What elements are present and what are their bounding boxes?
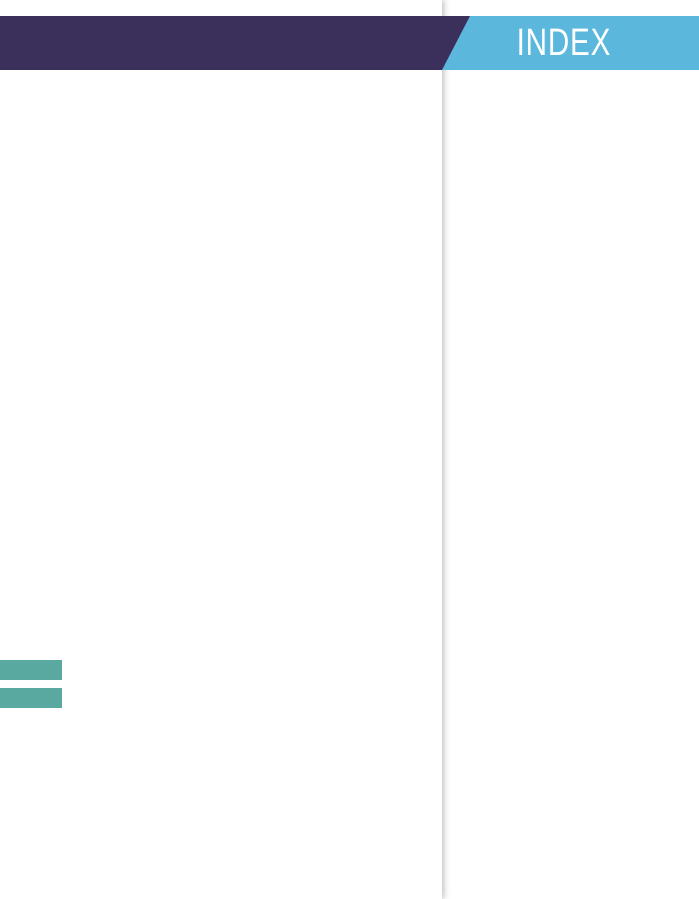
header-band [0,16,470,70]
margin-tab [0,688,62,708]
margin-tab [0,660,62,680]
index-title: INDEX [516,22,611,64]
right-page [442,0,699,899]
